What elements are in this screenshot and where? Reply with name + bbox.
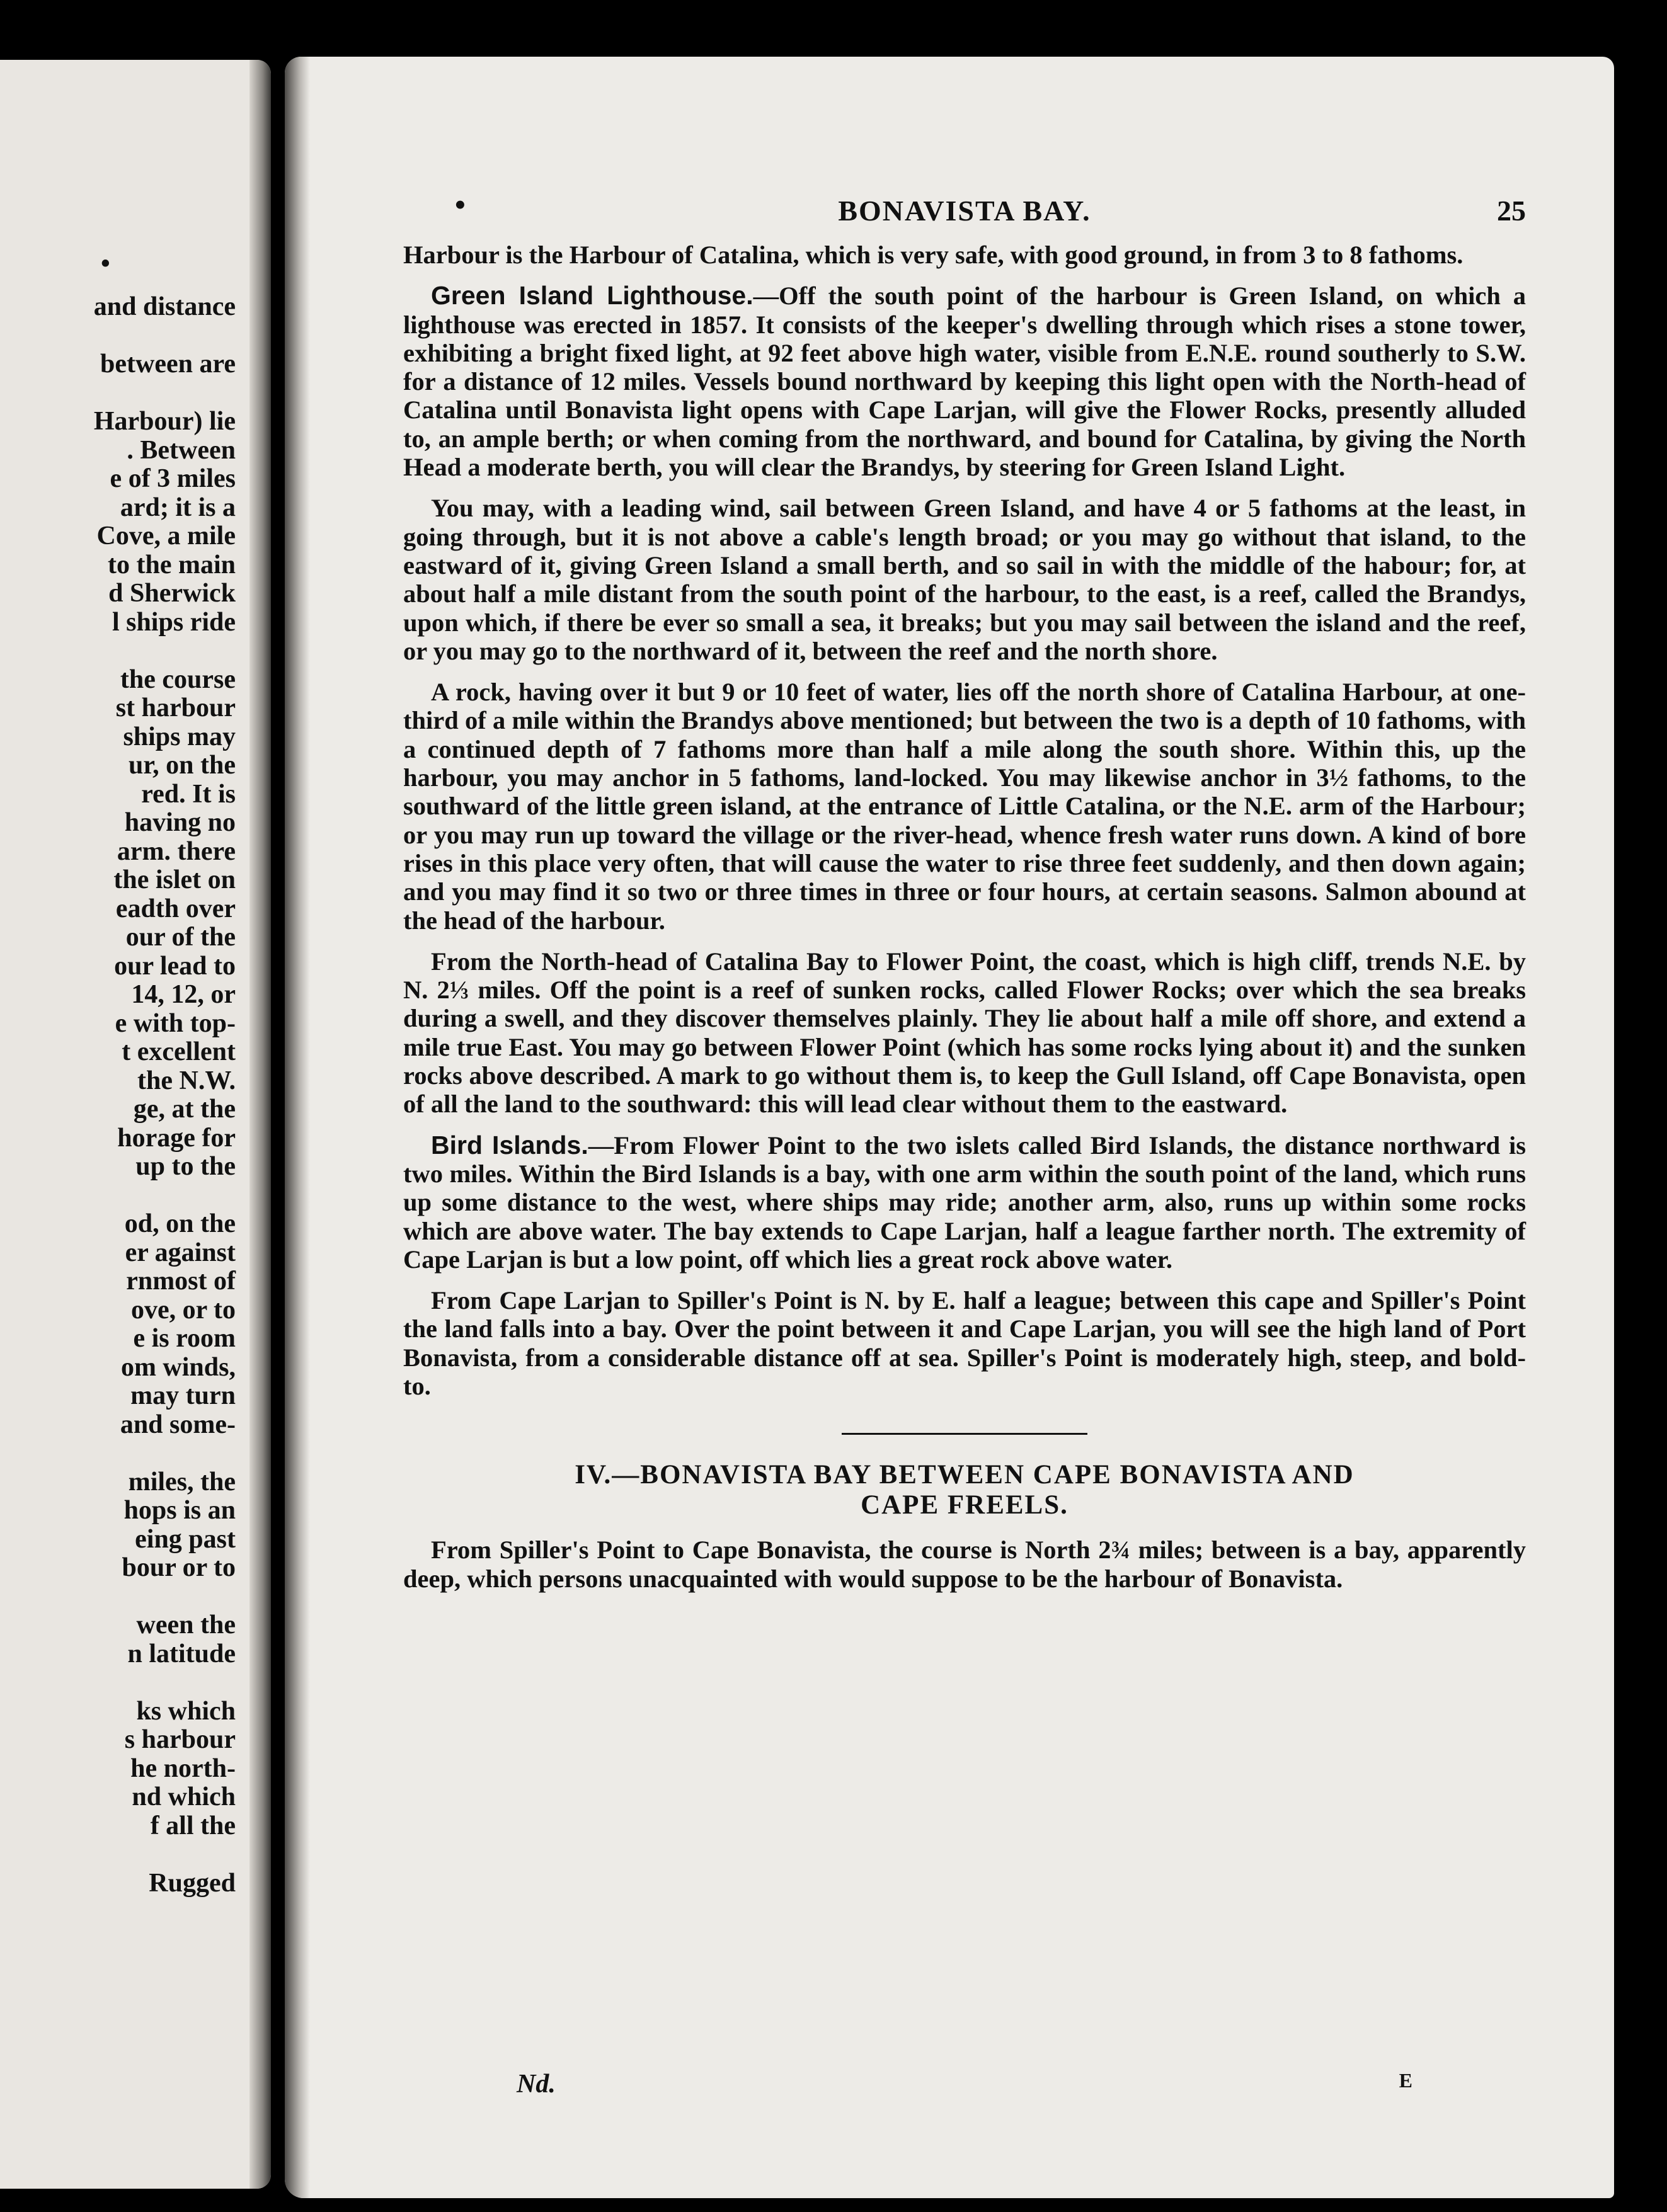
left-page-line: to the main [108, 550, 236, 579]
left-page-line: Rugged [149, 1868, 236, 1898]
left-page-line: red. It is [141, 779, 236, 809]
paragraph-cape-larjan: From Cape Larjan to Spiller's Point is N. by E. half a league; between this cape and Spiller's Point the land falls into a bay. Over the point between it and Cape Larjan, you will see the high land of Port Bonavista, from a considerable distance off at sea. Spiller's Point is moderately high, steep, and bold-to. [403, 1286, 1526, 1400]
left-page-line: the course [120, 664, 236, 694]
left-page-line: s harbour [124, 1725, 236, 1754]
left-page-line: ove, or to [130, 1295, 236, 1325]
left-page-line: er against [125, 1238, 236, 1267]
book-gutter-shadow [249, 60, 271, 2189]
left-page-line: eing past [135, 1524, 236, 1554]
left-page-dot: • [101, 249, 110, 278]
left-page-line: and distance [93, 292, 236, 321]
left-page-line: may turn [130, 1381, 236, 1410]
left-page-line: eadth over [115, 894, 236, 923]
left-page-line: n latitude [127, 1639, 236, 1668]
left-page-line: . Between [127, 435, 236, 465]
left-page-line: he north- [130, 1753, 236, 1783]
left-page-line: bour or to [122, 1553, 236, 1582]
left-page-text [94, 293, 236, 1898]
section-title-line-1: IV.—BONAVISTA BAY BETWEEN CAPE BONAVISTA AND [575, 1460, 1355, 1490]
left-page-line: st harbour [115, 693, 236, 722]
page-footer [403, 2069, 1526, 2107]
left-page-line [94, 1840, 236, 1869]
left-page-line: horage for [117, 1123, 236, 1153]
left-page-line: miles, the [128, 1467, 236, 1497]
left-page-line: od, on the [124, 1209, 236, 1238]
left-page-line: between are [100, 350, 236, 379]
main-page [285, 57, 1614, 2198]
paragraph-catalina-harbour: Harbour is the Harbour of Catalina, which is very safe, with good ground, in from 3 to 8 fathoms. [403, 241, 1464, 269]
left-page-line: the islet on [113, 865, 236, 894]
left-page-line: ur, on the [129, 751, 236, 780]
section-rule [842, 1433, 1087, 1435]
left-page-line [94, 1182, 236, 1211]
left-page-line [94, 637, 236, 666]
left-page-line: nd which [132, 1782, 236, 1811]
paragraph-text: —From Flower Point to the two islets called Bird Islands, the distance northward is two miles. Within the Bird Islands is a bay, with one arm within the south point of the land, which runs up some distance to the west, where ships may ride; another arm, also, runs up within some rocks which are above water. The bay extends to Cape Larjan, half a league farther north. The extremity of Cape Larjan is but a low point, off which lies a great rock above water. [403, 1131, 1526, 1274]
left-page-line: Cove, a mile [96, 522, 236, 550]
left-page-line: l ships ride [112, 607, 236, 637]
left-page-line: e of 3 miles [110, 464, 236, 493]
left-page-line: om winds, [120, 1352, 236, 1382]
left-page-line: arm. there [117, 836, 236, 866]
paragraph-green-island-lighthouse [403, 282, 1526, 481]
left-page-line: Harbour) lie [93, 407, 236, 436]
paragraph-leading-wind: You may, with a leading wind, sail between Green Island, and have 4 or 5 fathoms at the least, in going through, but it is not above a cable's length broad; or you may go without that island, to the eastward of it, giving Green Island a small berth, and so sail in with the middle of the habour; for, at about half a mile distant from the south point of the harbour, to the east, is a reef, called the Brandys, upon which, if there be ever so small a sea, it breaks; but you may sail between the island and the reef, or you may go to the northward of it, between the reef and the north shore. [403, 494, 1526, 665]
left-page-line: e is room [133, 1324, 236, 1353]
page-number: 25 [1497, 195, 1526, 227]
left-page-line: ard; it is a [120, 493, 236, 522]
left-facing-page [0, 60, 271, 2189]
left-page-line: rnmost of [126, 1267, 236, 1296]
left-page-line: t excellent [122, 1037, 236, 1066]
left-page-line: ween the [136, 1611, 236, 1639]
left-page-line: f all the [150, 1811, 236, 1840]
signature-mark: Nd. [517, 2070, 556, 2099]
section-title-line-2: CAPE FREELS. [861, 1490, 1068, 1520]
left-page-line: ge, at the [133, 1095, 236, 1124]
left-page-line: and some- [120, 1410, 236, 1439]
left-page-line [94, 379, 236, 408]
page-spine-shadow [285, 57, 310, 2198]
paragraph-flower-point: From the North-head of Catalina Bay to Flower Point, the coast, which is high cliff, trends N.E. by N. 2⅓ miles. Off the point is a reef of sunken rocks, called Flower Rocks; over which the sea breaks during a swell, and they discover themselves plainly. They lie about half a mile off shore, and extend a mile true East. You may go between Flower Point (which has some rocks lying about it) and the sunken rocks above described. A mark to go without them is, to keep the Gull Island, off Cape Bonavista, open of all the land to the southward: this will lead clear without them to the eastward. [403, 947, 1526, 1119]
running-head: BONAVISTA BAY. [838, 195, 1091, 227]
left-page-line: 14, 12, or [131, 980, 236, 1009]
left-page-line: the N.W. [137, 1066, 236, 1095]
left-page-line: hops is an [123, 1496, 236, 1525]
section-title [403, 1460, 1526, 1520]
left-page-line: e with top- [115, 1008, 236, 1038]
page-body [403, 241, 1526, 1605]
left-page-line [94, 1583, 236, 1612]
side-heading-green-island: Green Island Lighthouse. [431, 281, 753, 311]
left-page-line [94, 322, 236, 351]
paragraph-bird-islands [403, 1131, 1526, 1274]
left-page-line [94, 1668, 236, 1697]
paragraph-text: —Off the south point of the harbour is Green Island, on which a lighthouse was erected in 1857. It consists of the keeper's dwelling through which rises a stone tower, exhibiting a bright fixed light, at 92 feet above high water, visible from E.N.E. round southerly to S.W. for a distance of 12 miles. Vessels bound northward by keeping this light open with the North-head of Catalina until Bonavista light opens with Cape Larjan, will give the Flower Rocks, presently alluded to, an ample berth; or when coming from the northward, and bound for Catalina, by giving the North Head a moderate berth, you will clear the Brandys, by steering for Green Island Light. [403, 282, 1527, 482]
paragraph-spillers-point: From Spiller's Point to Cape Bonavista, the course is North 2¾ miles; between is a bay, apparently deep, which persons unacquainted with would suppose to be the harbour of Bonavista. [403, 1536, 1526, 1593]
page-dot: • [455, 188, 466, 222]
left-page-line: up to the [135, 1152, 236, 1181]
paragraph-rock: A rock, having over it but 9 or 10 feet of water, lies off the north shore of Catalina Harbour, at one-third of a mile within the Brandys above mentioned; but between the two is a depth of 10 fathoms, with a continued depth of 7 fathoms more than half a mile along the south shore. Within this, up the harbour, you may anchor in 5 fathoms, land-locked. You may likewise anchor in 3½ fathoms, to the southward of the little green island, at the entrance of Little Catalina, or the N.E. arm of the Harbour; or you may run up toward the village or the river-head, whence fresh water runs down. A kind of bore rises in this place very often, that will cause the water to rise three feet suddenly, and then down again; and you may find it so two or three times in three or four hours, at certain seasons. Salmon abound at the head of the harbour. [403, 678, 1526, 935]
left-page-line: our lead to [114, 951, 236, 981]
left-page-line: our of the [125, 923, 236, 952]
sheet-mark: E [1399, 2069, 1412, 2092]
left-page-line: having no [124, 808, 236, 837]
left-page-line: d Sherwick [108, 579, 236, 608]
side-heading-bird-islands: Bird Islands. [431, 1130, 588, 1160]
left-page-line: ks which [136, 1696, 236, 1726]
left-page-line: ships may [123, 722, 236, 751]
left-page-line [94, 1439, 236, 1468]
